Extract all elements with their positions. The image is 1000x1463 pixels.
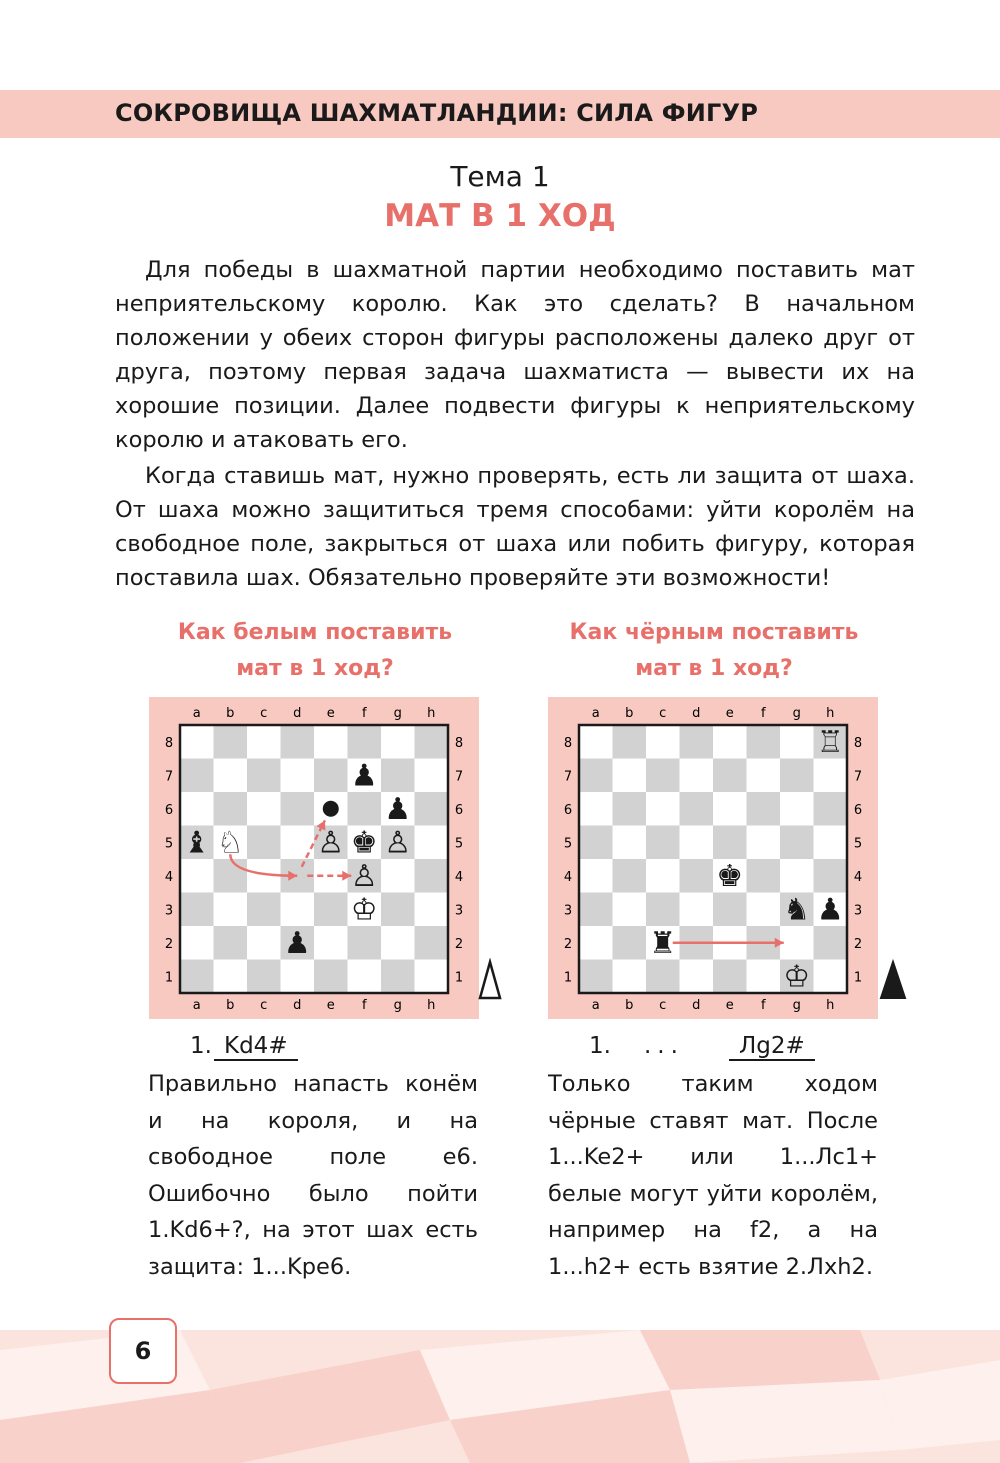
problem1-question [150, 615, 480, 687]
white-pawn-icon: ♙ [350, 858, 378, 894]
board-square [214, 759, 248, 793]
board-square [381, 859, 415, 893]
board-square [579, 960, 613, 994]
board-square [747, 893, 781, 927]
rank-label: 4 [454, 869, 464, 885]
black-rook-icon: ♜ [649, 925, 677, 961]
black-pawn-icon: ♟ [283, 925, 311, 961]
board-square [381, 725, 415, 759]
board-square [247, 926, 281, 960]
board-square [348, 792, 382, 826]
board-square [180, 725, 214, 759]
rank-label: 3 [853, 903, 863, 919]
rank-label: 8 [853, 735, 863, 751]
board-square [780, 826, 814, 860]
rank-label: 6 [454, 802, 464, 818]
file-label: b [625, 998, 634, 1013]
topic-title: МАТ В 1 ХОД [384, 198, 616, 234]
board-square [314, 893, 348, 927]
file-label: d [293, 998, 302, 1013]
board-square [415, 792, 449, 826]
board-square [646, 759, 680, 793]
problem2-question [549, 615, 879, 687]
board-square [713, 826, 747, 860]
board-square [214, 792, 248, 826]
board-square [613, 826, 647, 860]
rank-label: 6 [164, 802, 174, 818]
board-square [247, 893, 281, 927]
topic-label: Тема 1 [450, 160, 550, 193]
problem1-move-number: 1. [190, 1033, 212, 1059]
board-square [579, 826, 613, 860]
file-label: g [792, 706, 801, 721]
problem1-question-line1: Как белым поставить [177, 620, 453, 645]
board-square [247, 792, 281, 826]
board-square [680, 826, 714, 860]
rank-label: 5 [563, 836, 573, 852]
board-square [180, 792, 214, 826]
board-square [180, 960, 214, 994]
board-square [381, 926, 415, 960]
board-square [814, 960, 848, 994]
file-label: g [393, 998, 402, 1013]
problem2-answer-move: Лg2# [729, 1033, 815, 1061]
rank-label: 2 [454, 936, 464, 952]
target-square-marker [323, 801, 339, 817]
rank-label: 1 [164, 970, 174, 986]
file-label: e [326, 706, 335, 721]
board-square [348, 926, 382, 960]
file-label: a [591, 998, 600, 1013]
board-square [579, 759, 613, 793]
file-label: h [427, 706, 436, 721]
board-square [579, 725, 613, 759]
board-square [680, 859, 714, 893]
board-square [281, 893, 315, 927]
board-square [579, 792, 613, 826]
board-square [579, 893, 613, 927]
board-square [747, 792, 781, 826]
board-square [214, 960, 248, 994]
board-square [814, 926, 848, 960]
board-square [747, 859, 781, 893]
board-square [747, 725, 781, 759]
rank-label: 7 [853, 769, 863, 785]
rank-label: 3 [563, 903, 573, 919]
file-label: f [760, 998, 766, 1013]
check-defense-paragraph: Когда ставишь мат, нужно проверять, есть ли защита от шаха. От шаха можно защититься тремя способами: уйти королём на свободное поле, закрыться от шаха или побить фигуру, которая поставила шах. Обязательно проверяйте эти возможности! [115, 463, 915, 591]
board-square [381, 759, 415, 793]
board-square [214, 893, 248, 927]
board-square [646, 893, 680, 927]
board-square [680, 759, 714, 793]
board-square [415, 826, 449, 860]
problem2-question-line2: мат в 1 ход? [635, 656, 793, 681]
board-square [613, 859, 647, 893]
file-label: d [692, 706, 701, 721]
rank-label: 2 [164, 936, 174, 952]
white-pawn-icon: ♙ [317, 825, 345, 861]
file-label: f [760, 706, 766, 721]
board-square [348, 960, 382, 994]
board-square [281, 759, 315, 793]
board-square [713, 960, 747, 994]
file-label: b [226, 706, 235, 721]
rank-label: 8 [164, 735, 174, 751]
board-square [180, 926, 214, 960]
rank-label: 5 [164, 836, 174, 852]
board-square [247, 725, 281, 759]
header-band [0, 90, 1000, 138]
rank-label: 6 [853, 802, 863, 818]
problem2-answer [589, 1033, 849, 1065]
board-square [713, 893, 747, 927]
section-title: СОКРОВИЩА ШАХМАТЛАНДИИ: СИЛА ФИГУР [115, 99, 759, 127]
file-label: h [826, 706, 835, 721]
rank-label: 4 [164, 869, 174, 885]
file-label: c [260, 706, 268, 721]
board-square [381, 893, 415, 927]
board-svg [149, 697, 479, 1019]
rank-label: 8 [563, 735, 573, 751]
file-label: c [659, 998, 667, 1013]
board-square [281, 960, 315, 994]
board-square [415, 926, 449, 960]
board-square [747, 759, 781, 793]
board-square [646, 960, 680, 994]
board-square [680, 725, 714, 759]
file-label: g [792, 998, 801, 1013]
file-label: c [260, 998, 268, 1013]
board-square [747, 960, 781, 994]
board-square [348, 725, 382, 759]
board-square [281, 725, 315, 759]
board-square [680, 792, 714, 826]
file-label: h [427, 998, 436, 1013]
file-label: d [692, 998, 701, 1013]
board-square [780, 792, 814, 826]
board-square [780, 859, 814, 893]
board-square [646, 826, 680, 860]
board-square [613, 926, 647, 960]
page-number: 6 [109, 1318, 177, 1384]
problem1-answer [190, 1033, 390, 1065]
black-knight-icon: ♞ [783, 892, 811, 928]
file-label: c [659, 706, 667, 721]
file-label: d [293, 706, 302, 721]
problem2-move-number: 1. [589, 1033, 611, 1059]
problem1-board [149, 697, 479, 1019]
board-square [415, 725, 449, 759]
rank-label: 5 [853, 836, 863, 852]
white-knight-icon: ♘ [216, 825, 244, 861]
file-label: a [192, 998, 201, 1013]
board-square [415, 893, 449, 927]
board-square [579, 926, 613, 960]
board-square [579, 859, 613, 893]
file-label: b [226, 998, 235, 1013]
rank-label: 4 [853, 869, 863, 885]
board-square [680, 960, 714, 994]
white-pawn-icon: ♙ [384, 825, 412, 861]
file-label: f [361, 998, 367, 1013]
board-square [814, 859, 848, 893]
problem2-question-line1: Как чёрным поставить [569, 620, 859, 645]
file-label: e [725, 998, 734, 1013]
black-bishop-icon: ♝ [183, 825, 211, 861]
board-svg [548, 697, 878, 1019]
white-king-icon: ♔ [783, 959, 811, 995]
problem2-dots: ... [644, 1033, 684, 1059]
board-square [646, 792, 680, 826]
board-square [814, 759, 848, 793]
problem2-explanation: Только таким ходом чёрные ставят мат. После 1...Ke2+ или 1...Лc1+ белые могут уйти королём, например на f2, а на 1...h2+ есть взятие 2.Лxh2. [548, 1071, 878, 1280]
board-square [415, 759, 449, 793]
board-square [713, 725, 747, 759]
rank-label: 3 [164, 903, 174, 919]
board-square [314, 725, 348, 759]
black-pawn-icon: ♟ [816, 892, 844, 928]
white-king-icon: ♔ [350, 892, 378, 928]
white-to-move-icon [478, 958, 502, 1002]
rank-label: 2 [563, 936, 573, 952]
file-label: a [591, 706, 600, 721]
file-label: b [625, 706, 634, 721]
board-square [214, 926, 248, 960]
intro-paragraph: Для победы в шахматной партии необходимо поставить мат неприятельскому королю. Как это сделать? В начальном положении у обеих сторон фигуры расположены далеко друг от друга, поэтому первая задача шахматиста — вывести их на хорошие позиции. Далее подвести фигуры к неприятельскому королю и атаковать его. [115, 257, 915, 453]
white-rook-icon: ♖ [816, 724, 844, 760]
rank-label: 7 [454, 769, 464, 785]
black-pawn-icon: ♟ [384, 791, 412, 827]
rank-label: 1 [563, 970, 573, 986]
file-label: e [725, 706, 734, 721]
rank-label: 5 [454, 836, 464, 852]
board-square [646, 725, 680, 759]
black-king-icon: ♚ [350, 825, 378, 861]
black-king-icon: ♚ [716, 858, 744, 894]
rank-label: 1 [454, 970, 464, 986]
problem1-explanation: Правильно напасть конём и на короля, и на свободное поле e6. Ошибочно было пойти 1.Kd6+?, на этот шах есть защита: 1...Kpe6. [148, 1071, 478, 1280]
board-square [214, 859, 248, 893]
board-square [713, 792, 747, 826]
file-label: g [393, 706, 402, 721]
board-square [247, 826, 281, 860]
problem1-answer-move: Kd4# [214, 1033, 298, 1061]
board-square [613, 725, 647, 759]
board-square [381, 960, 415, 994]
board-square [415, 859, 449, 893]
board-square [613, 759, 647, 793]
file-label: a [192, 706, 201, 721]
board-square [814, 792, 848, 826]
board-square [613, 792, 647, 826]
board-square [613, 893, 647, 927]
rank-label: 6 [563, 802, 573, 818]
board-square [747, 826, 781, 860]
board-square [247, 759, 281, 793]
rank-label: 2 [853, 936, 863, 952]
problem2-board [548, 697, 878, 1019]
file-label: e [326, 998, 335, 1013]
board-square [314, 926, 348, 960]
black-to-move-icon [878, 958, 908, 1002]
board-square [713, 759, 747, 793]
board-square [247, 960, 281, 994]
black-pawn-icon: ♟ [350, 758, 378, 794]
board-square [613, 960, 647, 994]
board-square [646, 859, 680, 893]
board-square [314, 960, 348, 994]
board-square [180, 859, 214, 893]
rank-label: 7 [563, 769, 573, 785]
board-square [780, 926, 814, 960]
rank-label: 3 [454, 903, 464, 919]
board-square [780, 725, 814, 759]
rank-label: 8 [454, 735, 464, 751]
file-label: f [361, 706, 367, 721]
rank-label: 7 [164, 769, 174, 785]
board-square [214, 725, 248, 759]
board-square [780, 759, 814, 793]
file-label: h [826, 998, 835, 1013]
problem1-question-line2: мат в 1 ход? [236, 656, 394, 681]
board-square [180, 759, 214, 793]
board-square [415, 960, 449, 994]
rank-label: 1 [853, 970, 863, 986]
board-square [814, 826, 848, 860]
board-square [281, 792, 315, 826]
rank-label: 4 [563, 869, 573, 885]
board-square [680, 893, 714, 927]
board-square [314, 759, 348, 793]
board-square [180, 893, 214, 927]
